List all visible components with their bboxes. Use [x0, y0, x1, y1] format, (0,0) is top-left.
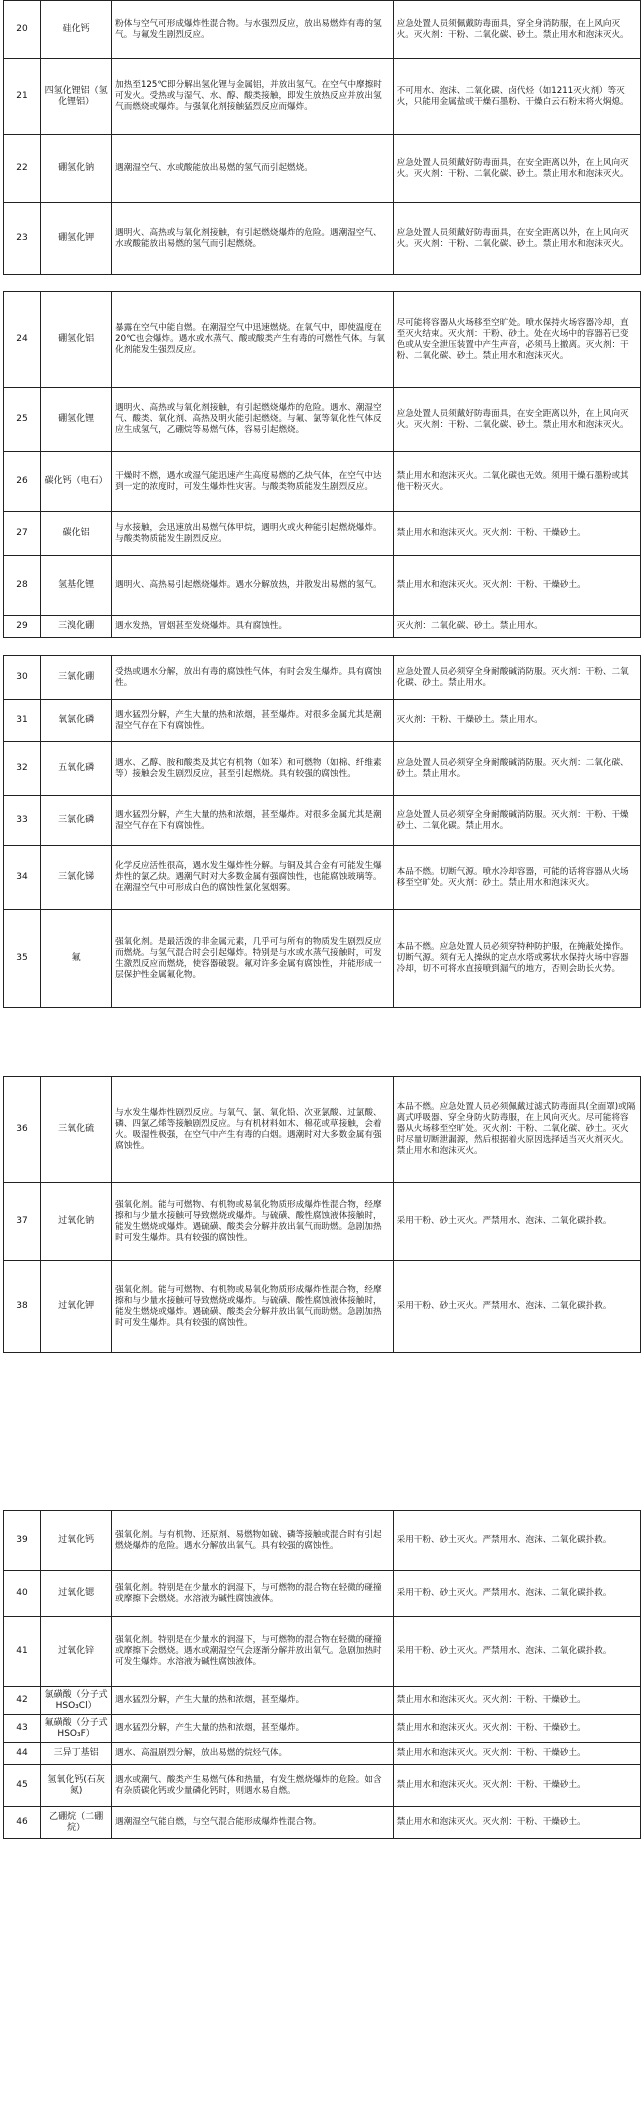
chemical-name: 硼氢化铝 [41, 292, 112, 388]
row-number: 34 [4, 846, 41, 910]
row-number: 32 [4, 742, 41, 796]
row-number: 43 [4, 1715, 41, 1743]
row-number: 39 [4, 1511, 41, 1571]
fire-measures: 采用干粉、砂土灭火。严禁用水、泡沫、二氧化碳扑救。 [393, 1617, 640, 1687]
row-number: 31 [4, 700, 41, 742]
table-row [4, 1077, 641, 1183]
table-row [4, 616, 641, 638]
table-row [4, 388, 641, 452]
hazard-properties: 遇水猛烈分解，产生大量的热和浓烟，甚至爆炸。 [112, 1687, 393, 1715]
table-section-5 [0, 1510, 644, 1839]
fire-measures: 禁止用水和泡沫灭火。二氧化碳也无效。须用干燥石墨粉或其他干粉灭火。 [393, 452, 640, 512]
row-number: 41 [4, 1617, 41, 1687]
row-number: 29 [4, 616, 41, 638]
table-row [4, 1617, 641, 1687]
hazard-table [3, 655, 641, 1008]
fire-measures: 采用干粉、砂土灭火。严禁用水、泡沫、二氧化碳扑救。 [393, 1261, 640, 1353]
fire-measures: 应急处置人员必须穿全身耐酸碱消防服。灭火剂：二氧化碳、砂土。禁止用水。 [393, 742, 640, 796]
row-number: 20 [4, 1, 41, 59]
table-row [4, 1765, 641, 1807]
hazard-properties: 化学反应活性很高，遇水发生爆炸性分解。与铜及其合金有可能发生爆炸性的氯乙炔。遇潮气时对大多数金属有强腐蚀性，也能腐蚀玻璃等。在潮湿空气中可形成白色的腐蚀性氯化氢烟雾。 [112, 846, 393, 910]
hazard-properties: 遇水猛烈分解，产生大量的热和浓烟，甚至爆炸。对很多金属尤其是潮湿空气存在下有腐蚀性。 [112, 700, 393, 742]
row-number: 28 [4, 556, 41, 616]
row-number: 35 [4, 910, 41, 1008]
chemical-name: 过氧化锌 [41, 1617, 112, 1687]
chemical-name: 硅化钙 [41, 1, 112, 59]
fire-measures: 应急处置人员须戴好防毒面具，在安全距离以外，在上风向灭火。灭火剂：干粉、二氧化碳、砂土。禁止用水和泡沫灭火。 [393, 203, 640, 275]
chemical-name: 碳化钙（电石） [41, 452, 112, 512]
hazard-properties: 强氧化剂。特别是在少量水的润湿下，与可燃物的混合物在轻微的碰撞或摩擦下会燃烧。水溶液为碱性腐蚀液体。 [112, 1571, 393, 1617]
table-row [4, 1261, 641, 1353]
hazard-properties: 与水接触，会迅速放出易燃气体甲烷，遇明火或火种能引起燃烧爆炸。与酸类物质能发生剧烈反应。 [112, 512, 393, 556]
row-number: 30 [4, 656, 41, 700]
fire-measures: 尽可能将容器从火场移至空旷处。喷水保持火场容器冷却，直至灭火结束。灭火剂：干粉、砂土。处在火场中的容器若已变色或从安全泄压装置中产生声音，必须马上撤离。灭火剂：干粉、二氧化碳、砂土。禁止用水和泡沫灭火。 [393, 292, 640, 388]
row-number: 38 [4, 1261, 41, 1353]
table-row [4, 203, 641, 275]
fire-measures: 应急处置人员须戴好防毒面具，在安全距离以外，在上风向灭火。灭火剂：干粉、二氧化碳、砂土。禁止用水和泡沫灭火。 [393, 388, 640, 452]
hazard-properties: 遇水、高温剧烈分解，放出易燃的烷烃气体。 [112, 1743, 393, 1765]
row-number: 27 [4, 512, 41, 556]
table-row [4, 59, 641, 135]
table-row [4, 846, 641, 910]
row-number: 26 [4, 452, 41, 512]
fire-measures: 禁止用水和泡沫灭火。灭火剂：干粉、干燥砂土。 [393, 1807, 640, 1839]
hazard-properties: 与水发生爆炸性剧烈反应。与氧气、氯、氧化铅、次亚氯酸、过氯酸、磷、四氯乙烯等接触剧烈反应。与有机材料如木、棉花或草接触，会着火。吸湿性极强，在空气中产生有毒的白烟。遇潮时对大多数金属有强腐蚀性。 [112, 1077, 393, 1183]
hazard-properties: 强氧化剂。与有机物、还原剂、易燃物如硫、磷等接触或混合时有引起燃烧爆炸的危险。遇水分解放出氧气。具有较强的腐蚀性。 [112, 1511, 393, 1571]
table-row [4, 1807, 641, 1839]
row-number: 36 [4, 1077, 41, 1183]
chemical-name: 硼氢化锂 [41, 388, 112, 452]
hazard-properties: 干燥时不燃，遇水或湿气能迅速产生高度易燃的乙炔气体，在空气中达到一定的浓度时，可发生爆炸性灾害。与酸类物质能发生剧烈反应。 [112, 452, 393, 512]
hazard-properties: 遇潮湿空气、水或酸能放出易燃的氢气而引起燃烧。 [112, 135, 393, 203]
hazard-properties: 强氧化剂。能与可燃物、有机物或易氧化物质形成爆炸性混合物，经摩擦和与少量水接触可导致燃烧或爆炸。与硫磺、酸性腐蚀液体接触时，能发生燃烧或爆炸。遇硫磺、酸类会分解并放出氧气而助燃。急剧加热时可发生爆炸。具有较强的腐蚀性。 [112, 1261, 393, 1353]
row-number: 42 [4, 1687, 41, 1715]
row-number: 45 [4, 1765, 41, 1807]
chemical-name: 三氯化磷 [41, 796, 112, 846]
row-number: 21 [4, 59, 41, 135]
chemical-name: 过氧化钙 [41, 1511, 112, 1571]
hazard-properties: 遇水、乙醇、胺和酸类及其它有机物（如苯）和可燃物（如棉、纤维素等）接触会发生剧烈反应，甚至引起燃烧。具有较强的腐蚀性。 [112, 742, 393, 796]
table-row [4, 1687, 641, 1715]
hazard-properties: 遇水猛烈分解，产生大量的热和浓烟，甚至爆炸。对很多金属尤其是潮湿空气存在下有腐蚀性。 [112, 796, 393, 846]
table-row [4, 1715, 641, 1743]
row-number: 40 [4, 1571, 41, 1617]
row-number: 23 [4, 203, 41, 275]
fire-measures: 本品不燃。应急处置人员必须穿特种防护服，在掩蔽处操作。切断气源。须有无人操纵的定点水塔或雾状水保持火场中容器冷却，切不可将水直接喷到漏气的地方，否则会助长火势。 [393, 910, 640, 1008]
chemical-name: 过氧化钠 [41, 1183, 112, 1261]
fire-measures: 本品不燃。切断气源。喷水冷却容器，可能的话将容器从火场移至空旷处。灭火剂：砂土。禁止用水和泡沫灭火。 [393, 846, 640, 910]
fire-measures: 灭火剂：干粉、干燥砂土。禁止用水。 [393, 700, 640, 742]
chemical-name: 氢基化锂 [41, 556, 112, 616]
table-row [4, 910, 641, 1008]
chemical-name: 氢氧化钙(石灰氮) [41, 1765, 112, 1807]
chemical-name: 硼氢化钾 [41, 203, 112, 275]
fire-measures: 灭火剂：二氧化碳、砂土。禁止用水。 [393, 616, 640, 638]
chemical-name: 三氧化硫 [41, 1077, 112, 1183]
fire-measures: 采用干粉、砂土灭火。严禁用水、泡沫、二氧化碳扑救。 [393, 1571, 640, 1617]
row-number: 33 [4, 796, 41, 846]
row-number: 25 [4, 388, 41, 452]
hazard-properties: 遇水发热，冒烟甚至发烧爆炸。具有腐蚀性。 [112, 616, 393, 638]
fire-measures: 应急处置人员须佩戴防毒面具，穿全身消防服，在上风向灭火。灭火剂：干粉、二氧化碳、砂土。禁止用水和泡沫灭火。 [393, 1, 640, 59]
table-row [4, 1571, 641, 1617]
fire-measures: 应急处置人员必须穿全身耐酸碱消防服。灭火剂：干粉、二氧化碳、砂土。禁止用水。 [393, 656, 640, 700]
table-row [4, 1743, 641, 1765]
chemical-name: 氟 [41, 910, 112, 1008]
fire-measures: 禁止用水和泡沫灭火。灭火剂：干粉、干燥砂土。 [393, 1743, 640, 1765]
fire-measures: 应急处置人员须戴好防毒面具，在安全距离以外，在上风向灭火。灭火剂：干粉、二氧化碳、砂土。禁止用水和泡沫灭火。 [393, 135, 640, 203]
table-row [4, 292, 641, 388]
chemical-name: 硼氢化钠 [41, 135, 112, 203]
fire-measures: 禁止用水和泡沫灭火。灭火剂：干粉、干燥砂土。 [393, 1715, 640, 1743]
row-number: 44 [4, 1743, 41, 1765]
table-row [4, 700, 641, 742]
fire-measures: 禁止用水和泡沫灭火。灭火剂：干粉、干燥砂土。 [393, 512, 640, 556]
table-row [4, 742, 641, 796]
table-row [4, 656, 641, 700]
row-number: 22 [4, 135, 41, 203]
hazard-properties: 暴露在空气中能自燃。在潮湿空气中迅速燃烧。在氧气中，即使温度在20℃也会爆炸。遇水或水蒸气、酸或酸类产生有毒的可燃性气体。与氧化剂能发生强烈反应。 [112, 292, 393, 388]
chemical-name: 四氢化锂铝（氢化锂铝） [41, 59, 112, 135]
chemical-name: 氧氯化磷 [41, 700, 112, 742]
hazard-table [3, 291, 641, 638]
chemical-name: 三异丁基铝 [41, 1743, 112, 1765]
table-row [4, 1183, 641, 1261]
fire-measures: 采用干粉、砂土灭火。严禁用水、泡沫、二氧化碳扑救。 [393, 1183, 640, 1261]
hazard-properties: 遇水或潮气、酸类产生易燃气体和热量，有发生燃烧爆炸的危险。如含有杂质碳化钙或少量磷化钙时，则遇水易自燃。 [112, 1765, 393, 1807]
table-section-2 [0, 291, 644, 638]
table-row [4, 1511, 641, 1571]
hazard-properties: 遇明火、高热或与氧化剂接触，有引起燃烧爆炸的危险。遇水、潮湿空气、酸类、氧化剂、高热及明火能引起燃烧。与氟、氯等氧化性气体反应生成氢气，乙硼烷等易燃气体，容易引起燃烧。 [112, 388, 393, 452]
table-row [4, 556, 641, 616]
hazard-properties: 强氧化剂。是最活泼的非金属元素，几乎可与所有的物质发生剧烈反应而燃烧。与氢气混合时会引起爆炸。特别是与水或水蒸气接触时，可发生激烈反应而燃烧，使容器破裂。氟对许多金属有腐蚀性，并能形成一层保护性金属氟化物。 [112, 910, 393, 1008]
hazard-properties: 粉体与空气可形成爆炸性混合物。与水强烈反应，放出易燃炸有毒的氢气。与氟发生剧烈反应。 [112, 1, 393, 59]
table-row [4, 796, 641, 846]
hazard-table [3, 1510, 641, 1839]
hazard-table [3, 0, 641, 275]
table-row [4, 512, 641, 556]
table-section-3 [0, 655, 644, 1008]
chemical-name: 五氧化磷 [41, 742, 112, 796]
table-row [4, 1, 641, 59]
row-number: 24 [4, 292, 41, 388]
hazard-properties: 遇明火、高热或与氧化剂接触，有引起燃烧爆炸的危险。遇潮湿空气、水或酸能放出易燃的氢气而引起燃烧。 [112, 203, 393, 275]
table-section-1 [0, 0, 644, 275]
hazard-properties: 加热至125℃即分解出氢化锂与金属铝，并放出氢气。在空气中摩擦时可发火。受热或与湿气、水、醇、酸类接触，即发生放热反应并放出氢气而燃烧或爆炸。与强氧化剂接触猛烈反应而爆炸。 [112, 59, 393, 135]
fire-measures: 本品不燃。应急处置人员必须佩戴过滤式防毒面具(全面罩)或隔离式呼吸器、穿全身防火防毒服，在上风向灭火。尽可能将容器从火场移至空旷处。灭火剂：干粉、二氧化碳、砂土。灭火时尽量切断泄漏源，然后根据着火原因选择适当灭火剂灭火。禁止用水和泡沫灭火。 [393, 1077, 640, 1183]
table-row [4, 452, 641, 512]
chemical-name: 过氧化钾 [41, 1261, 112, 1353]
chemical-name: 三氯化锑 [41, 846, 112, 910]
table-row [4, 135, 641, 203]
hazard-table [3, 1076, 641, 1353]
hazard-properties: 遇水猛烈分解，产生大量的热和浓烟，甚至爆炸。 [112, 1715, 393, 1743]
chemical-name: 三溴化硼 [41, 616, 112, 638]
fire-measures: 禁止用水和泡沫灭火。灭火剂：干粉、干燥砂土。 [393, 1765, 640, 1807]
chemical-name: 氟磺酸（分子式HSO₃F） [41, 1715, 112, 1743]
chemical-name: 碳化铝 [41, 512, 112, 556]
row-number: 37 [4, 1183, 41, 1261]
chemical-name: 三氯化硼 [41, 656, 112, 700]
hazard-properties: 强氧化剂。特别是在少量水的润湿下，与可燃物的混合物在轻微的碰撞或摩擦下会燃烧。遇水或潮湿空气会逐渐分解并放出氧气。急剧加热时可发生爆炸。水溶液为碱性腐蚀液体。 [112, 1617, 393, 1687]
fire-measures: 不可用水、泡沫、二氧化碳、卤代烃（如1211灭火剂）等灭火，只能用金属盐或干燥石墨粉、干燥白云石粉末将火焖熄。 [393, 59, 640, 135]
hazard-properties: 受热或遇水分解，放出有毒的腐蚀性气体，有时会发生爆炸。具有腐蚀性。 [112, 656, 393, 700]
fire-measures: 采用干粉、砂土灭火。严禁用水、泡沫、二氧化碳扑救。 [393, 1511, 640, 1571]
fire-measures: 应急处置人员必须穿全身耐酸碱消防服。灭火剂：干粉、干燥砂土、二氧化碳。禁止用水。 [393, 796, 640, 846]
row-number: 46 [4, 1807, 41, 1839]
fire-measures: 禁止用水和泡沫灭火。灭火剂：干粉、干燥砂土。 [393, 556, 640, 616]
table-section-4 [0, 1076, 644, 1353]
hazard-properties: 遇明火、高热易引起燃烧爆炸。遇水分解放热，并散发出易燃的氢气。 [112, 556, 393, 616]
chemical-name: 过氧化锶 [41, 1571, 112, 1617]
hazard-properties: 强氧化剂。能与可燃物、有机物或易氧化物质形成爆炸性混合物，经摩擦和与少量水接触可导致燃烧或爆炸。与硫磺、酸性腐蚀液体接触时，能发生燃烧或爆炸。遇硫磺、酸类会分解并放出氧气而助燃。急剧加热时可发生爆炸。具有较强的腐蚀性。 [112, 1183, 393, 1261]
chemical-name: 氯磺酸（分子式HSO₃Cl） [41, 1687, 112, 1715]
chemical-name: 乙硼烷（二硼烷） [41, 1807, 112, 1839]
hazard-properties: 遇潮湿空气能自燃，与空气混合能形成爆炸性混合物。 [112, 1807, 393, 1839]
fire-measures: 禁止用水和泡沫灭火。灭火剂：干粉、干燥砂土。 [393, 1687, 640, 1715]
